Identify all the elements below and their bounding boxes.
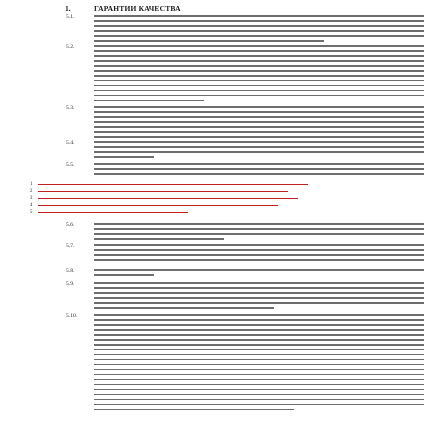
list-item-number: 1 xyxy=(30,182,33,187)
clause-text xyxy=(94,163,424,178)
clause-number: 5.5. xyxy=(66,162,75,168)
clause-number: 5.4. xyxy=(66,140,75,146)
clause-number: 5.8. xyxy=(66,268,75,274)
clause-number: 5.3. xyxy=(66,105,75,111)
list-item xyxy=(30,202,350,209)
clause-text xyxy=(94,314,424,414)
list-item-number: 3 xyxy=(30,196,33,201)
list-item-number: 4 xyxy=(30,203,33,208)
clause-number: 5.1. xyxy=(66,14,75,20)
highlighted-sublist xyxy=(30,181,350,216)
list-item-number: 5 xyxy=(30,210,33,215)
clause-text xyxy=(94,282,424,312)
clause-number: 5.2. xyxy=(66,44,75,50)
list-item xyxy=(30,195,350,202)
clause-number: 5.7. xyxy=(66,243,75,249)
clause-number: 5.6. xyxy=(66,222,75,228)
section-title: ГАРАНТИИ КАЧЕСТВА xyxy=(94,4,181,13)
clause-text xyxy=(94,141,424,161)
clause-text xyxy=(94,244,424,264)
clause-text xyxy=(94,45,424,105)
section-number: 1. xyxy=(65,4,71,13)
list-item xyxy=(30,181,350,188)
clause-text xyxy=(94,269,424,279)
list-item-number: 2 xyxy=(30,189,33,194)
clause-text xyxy=(94,15,424,45)
clause-text xyxy=(94,223,424,243)
clause-text xyxy=(94,106,424,141)
list-item xyxy=(30,209,350,216)
list-item xyxy=(30,188,350,195)
clause-number: 5.10. xyxy=(66,313,78,319)
clause-number: 5.9. xyxy=(66,281,75,287)
